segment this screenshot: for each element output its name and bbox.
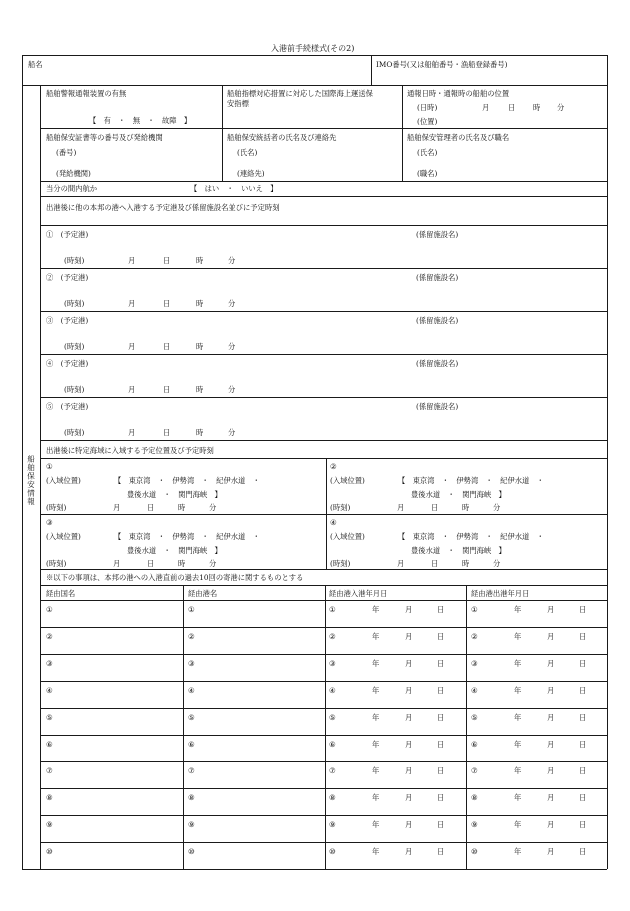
row-divider — [40, 600, 607, 601]
imo-label: IMO番号(又は船舶番号・漁船登録番号) — [376, 60, 508, 69]
next-port-4-time-label: (時刻) — [64, 385, 85, 394]
history-4-departure-marker: ④ — [471, 685, 478, 695]
row-divider — [40, 311, 607, 312]
next-port-1-month: 月 — [128, 256, 136, 265]
waters-1-day: 日 — [147, 503, 155, 512]
waters-4-options: 【 東京湾 ・ 伊勢湾 ・ 紀伊水道 ・ — [398, 532, 544, 541]
row-divider — [40, 627, 607, 628]
waters-4-options-cont: 豊後水道 ・ 関門海峡 】 — [411, 546, 506, 555]
next-port-2-facility-label: (係留施設名) — [416, 273, 459, 282]
history-9-arrival-month: 月 — [405, 820, 413, 830]
history-col-country: 経由国名 — [46, 589, 76, 598]
col-divider — [402, 85, 403, 181]
next-port-4-day: 日 — [163, 385, 171, 394]
alarm-options: 【 有 ・ 無 ・ 故障 】 — [89, 116, 192, 125]
row-divider — [40, 708, 607, 709]
history-9-country: ⑨ — [46, 820, 53, 830]
history-8-departure-day: 日 — [579, 793, 587, 803]
row-divider — [40, 735, 607, 736]
waters-1-options: 【 東京湾 ・ 伊勢湾 ・ 紀伊水道 ・ — [114, 476, 260, 485]
history-8-departure-month: 月 — [547, 793, 555, 803]
history-1-departure-marker: ① — [471, 605, 478, 614]
next-port-5-minute: 分 — [228, 428, 236, 437]
waters-4-month: 月 — [397, 559, 405, 568]
certificate-number-label: (番号) — [56, 148, 77, 157]
history-6-departure-year: 年 — [514, 739, 522, 749]
history-9-departure-month: 月 — [547, 820, 555, 830]
history-6-departure-month: 月 — [547, 739, 555, 749]
history-4-departure-day: 日 — [579, 685, 587, 695]
waters-1-hour: 時 — [178, 503, 186, 512]
history-col-arrival: 経由港入港年月日 — [329, 589, 388, 598]
frame-right — [607, 55, 608, 869]
next-port-2-month: 月 — [128, 299, 136, 308]
report-month: 月 — [482, 103, 490, 112]
history-2-arrival-marker: ② — [329, 631, 336, 641]
history-col-departure: 経由港出港年月日 — [471, 589, 530, 598]
history-4-departure-year: 年 — [514, 685, 522, 695]
history-1-port: ① — [188, 605, 195, 614]
sso-label: 船舶保安管理者の氏名及び職名 — [407, 133, 510, 142]
side-column-divider — [40, 85, 41, 869]
history-8-arrival-marker: ⑧ — [329, 793, 336, 803]
history-2-departure-day: 日 — [579, 631, 587, 641]
history-4-arrival-marker: ④ — [329, 685, 336, 695]
row-divider — [40, 585, 607, 586]
history-col-port: 経由港名 — [188, 589, 218, 598]
col-divider — [371, 55, 372, 85]
waters-2-minute: 分 — [493, 503, 501, 512]
history-6-port: ⑥ — [188, 739, 195, 749]
report-hour: 時 — [533, 103, 541, 112]
history-2-arrival-year: 年 — [372, 631, 380, 641]
history-9-departure-year: 年 — [514, 820, 522, 830]
history-7-port: ⑦ — [188, 766, 195, 776]
history-5-departure-day: 日 — [579, 712, 587, 722]
history-3-port: ③ — [188, 658, 195, 668]
history-2-departure-year: 年 — [514, 631, 522, 641]
history-7-arrival-day: 日 — [437, 766, 445, 776]
history-5-departure-year: 年 — [514, 712, 522, 722]
waters-2-position-label: (入域位置) — [330, 476, 365, 485]
history-9-arrival-marker: ⑨ — [329, 820, 336, 830]
history-10-arrival-year: 年 — [372, 847, 380, 857]
waters-3-month: 月 — [113, 559, 121, 568]
row-divider — [40, 815, 607, 816]
history-4-arrival-month: 月 — [405, 685, 413, 695]
next-port-5-day: 日 — [163, 428, 171, 437]
row-divider — [40, 654, 607, 655]
waters-2-month: 月 — [397, 503, 405, 512]
history-7-departure-month: 月 — [547, 766, 555, 776]
history-8-arrival-day: 日 — [437, 793, 445, 803]
history-7-departure-year: 年 — [514, 766, 522, 776]
waters-4-time-label: (時刻) — [330, 559, 351, 568]
history-4-arrival-year: 年 — [372, 685, 380, 695]
ship-name-label: 船名 — [28, 60, 43, 69]
next-port-1-label: ① (予定港) — [46, 230, 89, 239]
history-10-arrival-marker: ⑩ — [329, 847, 336, 857]
history-2-departure-marker: ② — [471, 631, 478, 641]
frame-top — [22, 55, 607, 56]
history-8-arrival-month: 月 — [405, 793, 413, 803]
inland-options: 【 はい ・ いいえ 】 — [190, 184, 278, 193]
history-10-departure-day: 日 — [579, 847, 587, 857]
history-5-country: ⑤ — [46, 712, 53, 722]
waters-1-month: 月 — [113, 503, 121, 512]
history-9-arrival-year: 年 — [372, 820, 380, 830]
waters-2-day: 日 — [431, 503, 439, 512]
waters-3-minute: 分 — [209, 559, 217, 568]
next-port-2-day: 日 — [163, 299, 171, 308]
next-port-2-label: ② (予定港) — [46, 273, 89, 282]
row-divider — [40, 761, 607, 762]
history-1-arrival-year: 年 — [372, 605, 380, 614]
row-divider — [40, 788, 607, 789]
row-divider — [40, 196, 607, 197]
next-port-4-hour: 時 — [196, 385, 204, 394]
report-minute: 分 — [557, 103, 565, 112]
history-2-departure-month: 月 — [547, 631, 555, 641]
row-divider — [40, 181, 607, 182]
history-5-departure-month: 月 — [547, 712, 555, 722]
history-3-arrival-year: 年 — [372, 658, 380, 668]
row-divider — [40, 268, 607, 269]
waters-3-marker: ③ — [46, 518, 53, 527]
next-port-3-day: 日 — [163, 342, 171, 351]
history-7-arrival-month: 月 — [405, 766, 413, 776]
history-5-arrival-day: 日 — [437, 712, 445, 722]
isps-label-cont: 安指標 — [227, 99, 249, 108]
report-position-label: (位置) — [417, 117, 438, 126]
history-4-port: ④ — [188, 685, 195, 695]
history-9-arrival-day: 日 — [437, 820, 445, 830]
history-10-port: ⑩ — [188, 847, 195, 857]
next-port-1-time-label: (時刻) — [64, 256, 85, 265]
history-3-departure-marker: ③ — [471, 658, 478, 668]
row-divider — [22, 85, 607, 86]
history-3-departure-month: 月 — [547, 658, 555, 668]
history-2-arrival-day: 日 — [437, 631, 445, 641]
history-10-arrival-day: 日 — [437, 847, 445, 857]
isps-label: 船舶指標対応措置に対応した国際海上運送保 — [227, 89, 373, 98]
next-port-2-hour: 時 — [196, 299, 204, 308]
waters-4-marker: ④ — [330, 518, 337, 527]
inland-label: 当分の間内航か — [46, 184, 98, 193]
history-2-country: ② — [46, 631, 53, 641]
history-6-departure-marker: ⑥ — [471, 739, 478, 749]
row-divider — [40, 128, 607, 129]
next-port-1-facility-label: (係留施設名) — [416, 230, 459, 239]
next-port-4-facility-label: (係留施設名) — [416, 359, 459, 368]
history-1-arrival-marker: ① — [329, 605, 336, 614]
history-10-departure-marker: ⑩ — [471, 847, 478, 857]
row-divider — [40, 842, 607, 843]
waters-3-time-label: (時刻) — [46, 559, 67, 568]
history-7-departure-marker: ⑦ — [471, 766, 478, 776]
history-1-arrival-month: 月 — [405, 605, 413, 614]
history-5-arrival-marker: ⑤ — [329, 712, 336, 722]
history-6-country: ⑥ — [46, 739, 53, 749]
frame-bottom — [22, 869, 607, 870]
history-1-arrival-day: 日 — [437, 605, 445, 614]
report-day: 日 — [508, 103, 516, 112]
history-note: ※以下の事項は、本邦の港への入港直前の過去10回の寄港に関するものとする — [46, 573, 304, 582]
waters-4-position-label: (入域位置) — [330, 532, 365, 541]
history-9-port: ⑨ — [188, 820, 195, 830]
history-6-arrival-marker: ⑥ — [329, 739, 336, 749]
next-port-1-day: 日 — [163, 256, 171, 265]
history-1-country: ① — [46, 605, 53, 614]
history-8-departure-year: 年 — [514, 793, 522, 803]
report-datetime-label: (日時) — [417, 103, 438, 112]
history-5-arrival-month: 月 — [405, 712, 413, 722]
next-port-4-minute: 分 — [228, 385, 236, 394]
history-10-departure-year: 年 — [514, 847, 522, 857]
history-6-arrival-year: 年 — [372, 739, 380, 749]
history-8-country: ⑧ — [46, 793, 53, 803]
waters-3-hour: 時 — [178, 559, 186, 568]
next-port-3-label: ③ (予定港) — [46, 316, 89, 325]
form-title: 入港前手続様式(その2) — [271, 44, 355, 53]
next-port-5-label: ⑤ (予定港) — [46, 402, 89, 411]
history-1-departure-year: 年 — [514, 605, 522, 614]
row-divider — [40, 514, 607, 515]
sso-name-label: (氏名) — [417, 148, 438, 157]
history-1-departure-day: 日 — [579, 605, 587, 614]
waters-3-day: 日 — [147, 559, 155, 568]
frame-left — [22, 55, 23, 869]
history-3-departure-day: 日 — [579, 658, 587, 668]
history-3-country: ③ — [46, 658, 53, 668]
waters-4-hour: 時 — [462, 559, 470, 568]
waters-1-minute: 分 — [209, 503, 217, 512]
waters-3-position-label: (入域位置) — [46, 532, 81, 541]
history-3-arrival-month: 月 — [405, 658, 413, 668]
waters-1-time-label: (時刻) — [46, 503, 67, 512]
row-divider — [40, 681, 607, 682]
cso-name-label: (氏名) — [237, 148, 258, 157]
history-4-arrival-day: 日 — [437, 685, 445, 695]
history-3-arrival-marker: ③ — [329, 658, 336, 668]
certificate-label: 船舶保安証書等の番号及び発給機関 — [46, 133, 163, 142]
next-ports-header: 出港後に他の本邦の港へ入港する予定港及び係留施設名並びに予定時刻 — [46, 203, 280, 212]
next-port-3-time-label: (時刻) — [64, 342, 85, 351]
row-divider — [40, 440, 607, 441]
history-1-departure-month: 月 — [547, 605, 555, 614]
sso-title-label: (職名) — [417, 169, 438, 178]
waters-4-minute: 分 — [493, 559, 501, 568]
row-divider — [40, 458, 607, 459]
history-10-country: ⑩ — [46, 847, 53, 857]
waters-header: 出港後に特定海域に入域する予定位置及び予定時刻 — [46, 446, 214, 455]
waters-2-hour: 時 — [462, 503, 470, 512]
next-port-2-minute: 分 — [228, 299, 236, 308]
history-5-port: ⑤ — [188, 712, 195, 722]
col-divider — [222, 85, 223, 181]
history-8-arrival-year: 年 — [372, 793, 380, 803]
next-port-4-label: ④ (予定港) — [46, 359, 89, 368]
history-9-departure-marker: ⑨ — [471, 820, 478, 830]
waters-2-options-cont: 豊後水道 ・ 関門海峡 】 — [411, 490, 506, 499]
history-8-port: ⑧ — [188, 793, 195, 803]
waters-3-options: 【 東京湾 ・ 伊勢湾 ・ 紀伊水道 ・ — [114, 532, 260, 541]
history-7-country: ⑦ — [46, 766, 53, 776]
history-4-departure-month: 月 — [547, 685, 555, 695]
side-label: 船舶保安情報 — [26, 455, 36, 506]
history-3-arrival-day: 日 — [437, 658, 445, 668]
history-7-departure-day: 日 — [579, 766, 587, 776]
history-6-arrival-month: 月 — [405, 739, 413, 749]
next-port-1-hour: 時 — [196, 256, 204, 265]
certificate-issuer-label: (発給機関) — [56, 169, 91, 178]
history-9-departure-day: 日 — [579, 820, 587, 830]
waters-3-options-cont: 豊後水道 ・ 関門海峡 】 — [127, 546, 222, 555]
waters-1-options-cont: 豊後水道 ・ 関門海峡 】 — [127, 490, 222, 499]
row-divider — [40, 569, 607, 570]
waters-1-marker: ① — [46, 462, 53, 471]
next-port-1-minute: 分 — [228, 256, 236, 265]
waters-4-day: 日 — [431, 559, 439, 568]
row-divider — [40, 354, 607, 355]
next-port-5-month: 月 — [128, 428, 136, 437]
row-divider — [40, 225, 607, 226]
waters-1-position-label: (入域位置) — [46, 476, 81, 485]
history-3-departure-year: 年 — [514, 658, 522, 668]
next-port-3-hour: 時 — [196, 342, 204, 351]
history-6-departure-day: 日 — [579, 739, 587, 749]
next-port-5-time-label: (時刻) — [64, 428, 85, 437]
history-7-arrival-year: 年 — [372, 766, 380, 776]
next-port-3-month: 月 — [128, 342, 136, 351]
history-5-departure-marker: ⑤ — [471, 712, 478, 722]
next-port-3-facility-label: (係留施設名) — [416, 316, 459, 325]
history-6-arrival-day: 日 — [437, 739, 445, 749]
cso-contact-label: (連絡先) — [237, 169, 265, 178]
waters-2-time-label: (時刻) — [330, 503, 351, 512]
next-port-4-month: 月 — [128, 385, 136, 394]
waters-2-marker: ② — [330, 462, 337, 471]
history-7-arrival-marker: ⑦ — [329, 766, 336, 776]
next-port-5-facility-label: (係留施設名) — [416, 402, 459, 411]
next-port-3-minute: 分 — [228, 342, 236, 351]
history-8-departure-marker: ⑧ — [471, 793, 478, 803]
history-2-port: ② — [188, 631, 195, 641]
next-port-2-time-label: (時刻) — [64, 299, 85, 308]
report-time-label: 通報日時・通報時の船舶の位置 — [407, 89, 510, 98]
cso-label: 船舶保安統括者の氏名及び連絡先 — [227, 133, 337, 142]
next-port-5-hour: 時 — [196, 428, 204, 437]
history-10-departure-month: 月 — [547, 847, 555, 857]
history-4-country: ④ — [46, 685, 53, 695]
alarm-label: 船舶警報通報装置の有無 — [46, 89, 127, 98]
history-10-arrival-month: 月 — [405, 847, 413, 857]
history-2-arrival-month: 月 — [405, 631, 413, 641]
row-divider — [40, 397, 607, 398]
history-5-arrival-year: 年 — [372, 712, 380, 722]
waters-2-options: 【 東京湾 ・ 伊勢湾 ・ 紀伊水道 ・ — [398, 476, 544, 485]
